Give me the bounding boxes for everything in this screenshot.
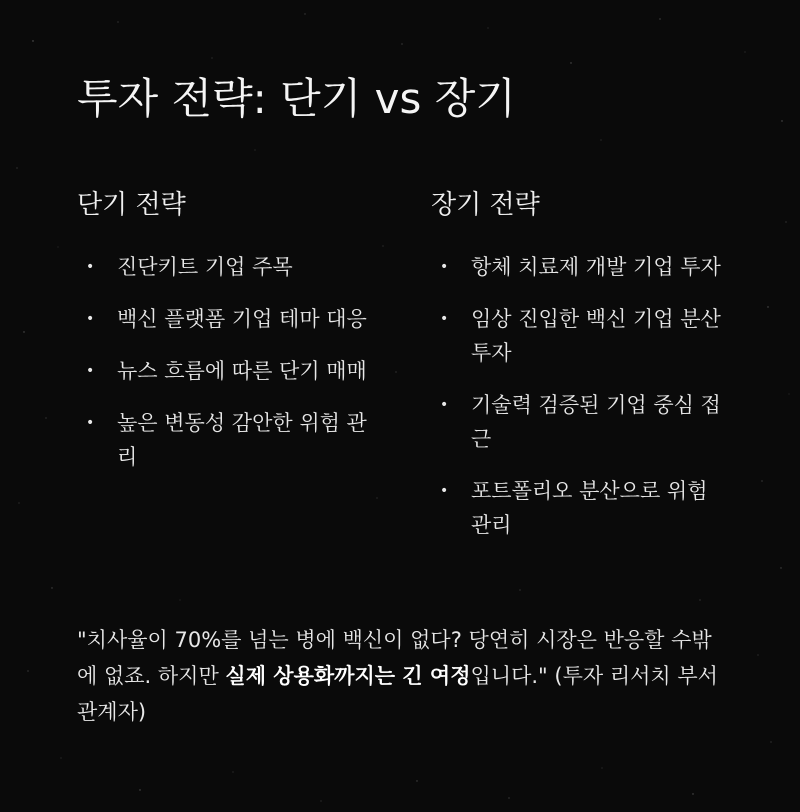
- bullet-icon: •: [440, 483, 449, 499]
- list-item: [431, 388, 731, 456]
- long-term-heading: 장기 전략: [431, 190, 540, 220]
- bullet-icon: •: [440, 311, 449, 327]
- bullet-icon: •: [86, 311, 95, 327]
- list-item-text: 백신 플랫폼 기업 테마 대응: [117, 307, 367, 331]
- list-item-text: 임상 진입한 백신 기업 분산 투자: [471, 307, 721, 365]
- list-item-text: 기술력 검증된 기업 중심 접근: [471, 393, 721, 451]
- bullet-icon: •: [86, 415, 95, 431]
- list-item-text: 높은 변동성 감안한 위험 관리: [117, 411, 367, 469]
- quote-after: 입니다." (투자 리서치 부서 관계자): [77, 664, 718, 724]
- quote-before: "치사율이 70%를 넘는 병에 백신이 없다? 당연히 시장은 반응할 수밖에 없죠. 하지만: [77, 628, 712, 688]
- bullet-icon: •: [86, 363, 95, 379]
- short-term-list: [77, 250, 367, 474]
- bullet-icon: •: [86, 259, 95, 275]
- long-term-list: [431, 250, 731, 542]
- page-title: 투자 전략: 단기 vs 장기: [77, 74, 516, 123]
- list-item: [77, 250, 367, 284]
- list-item: [431, 250, 731, 284]
- list-item-text: 포트폴리오 분산으로 위험 관리: [471, 479, 708, 537]
- short-term-column: [77, 186, 367, 492]
- bullet-icon: •: [440, 259, 449, 275]
- list-item-text: 뉴스 흐름에 따른 단기 매매: [117, 359, 367, 383]
- slide: [77, 0, 737, 812]
- long-term-column: [431, 186, 731, 560]
- list-item: [77, 406, 367, 474]
- bullet-icon: •: [440, 397, 449, 413]
- list-item: [431, 302, 731, 370]
- list-item-text: 항체 치료제 개발 기업 투자: [471, 255, 721, 279]
- short-term-heading: 단기 전략: [77, 190, 186, 220]
- list-item: [431, 474, 731, 542]
- list-item: [77, 354, 367, 388]
- quote-emphasis: 실제 상용화까지는 긴 여정: [225, 664, 471, 688]
- list-item-text: 진단키트 기업 주목: [117, 255, 293, 279]
- quote-text: [77, 622, 727, 730]
- list-item: [77, 302, 367, 336]
